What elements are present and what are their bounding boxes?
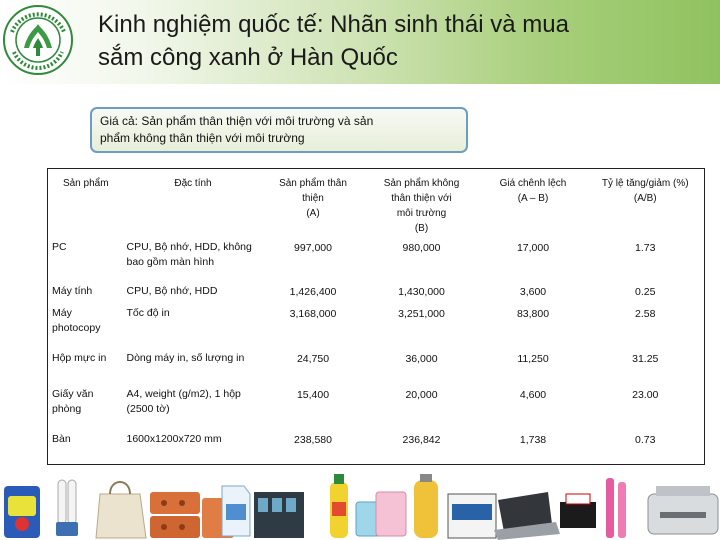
cell-spec: A4, weight (g/m2), 1 hộp (2500 tờ) bbox=[126, 388, 241, 415]
table-row bbox=[48, 347, 705, 383]
cell-price-diff: 1,738 bbox=[519, 434, 547, 446]
pink-pens-image bbox=[606, 478, 626, 538]
fluorescent-bulb-image bbox=[56, 480, 78, 536]
header-non-eco-price: Sản phẩm không thân thiện với môi trường (B) bbox=[383, 178, 460, 234]
tissue-box-image bbox=[356, 492, 406, 536]
table-row bbox=[48, 302, 705, 347]
cell-eco-price: 24,750 bbox=[296, 353, 330, 365]
toner-cartridge-image bbox=[560, 494, 596, 528]
cell-non-eco-price: 1,430,000 bbox=[398, 286, 445, 298]
cell-eco-price: 238,580 bbox=[294, 434, 332, 446]
cell-product: PC bbox=[52, 241, 67, 253]
cell-price-diff: 17,000 bbox=[516, 242, 550, 254]
cell-spec: 1600x1200x720 mm bbox=[126, 433, 222, 445]
cell-price-diff: 11,250 bbox=[517, 353, 549, 365]
cell-non-eco-price: 236,842 bbox=[402, 434, 441, 446]
table-row bbox=[48, 236, 705, 280]
eco-products-strip bbox=[0, 472, 720, 540]
table-row bbox=[48, 428, 705, 465]
callout-line-1: Giá cả: Sản phẩm thân thiện với môi trường và sản bbox=[100, 114, 374, 128]
price-comparison-table bbox=[47, 168, 705, 465]
milk-carton-image bbox=[222, 486, 250, 536]
slide-title-line-1: Kinh nghiệm quốc tế: Nhãn sinh thái và mua bbox=[98, 11, 569, 38]
cell-ratio: 23.00 bbox=[632, 389, 659, 401]
table-header-row bbox=[48, 169, 705, 237]
shampoo-bottle-image bbox=[414, 474, 438, 538]
cell-product: Hộp mực in bbox=[52, 352, 107, 364]
cell-ratio: 0.73 bbox=[635, 434, 656, 446]
cell-price-diff: 3,600 bbox=[519, 286, 547, 298]
cell-ratio: 1.73 bbox=[635, 242, 656, 254]
header-product: Sản phẩm bbox=[62, 178, 109, 189]
detergent-bag-image bbox=[4, 486, 40, 538]
table-row bbox=[48, 383, 705, 428]
table-row bbox=[48, 280, 705, 302]
cell-ratio: 0.25 bbox=[635, 286, 656, 298]
tile-panel-image bbox=[254, 492, 304, 538]
header-spec: Đặc tính bbox=[174, 178, 212, 189]
cell-product: Máy tính bbox=[52, 285, 93, 297]
shopping-bag-image bbox=[96, 482, 146, 538]
callout-line-2: phẩm không thân thiện với môi trường bbox=[100, 131, 305, 145]
price-comparison-callout bbox=[90, 107, 468, 153]
cell-spec: Dòng máy in, số lượng in bbox=[126, 352, 245, 364]
header-ratio: Tỷ lệ tăng/giảm (%) (A/B) bbox=[601, 178, 689, 204]
cell-eco-price: 15,400 bbox=[296, 389, 330, 401]
cell-non-eco-price: 20,000 bbox=[405, 389, 438, 401]
cleaner-bottle-image bbox=[330, 474, 348, 538]
cell-product: Giấy văn phòng bbox=[52, 388, 94, 415]
header-price-diff: Giá chênh lệch (A – B) bbox=[499, 178, 567, 204]
cell-non-eco-price: 980,000 bbox=[402, 242, 441, 254]
cell-ratio: 2.58 bbox=[635, 308, 656, 320]
cell-spec: Tốc độ in bbox=[126, 307, 170, 319]
cell-non-eco-price: 36,000 bbox=[405, 353, 438, 365]
vietnam-green-label-logo bbox=[2, 2, 74, 78]
cell-product: Máy photocopy bbox=[52, 307, 101, 334]
cell-spec: CPU, Bộ nhớ, HDD, không bao gồm màn hình bbox=[126, 241, 252, 268]
slide-title bbox=[98, 8, 708, 74]
cell-eco-price: 1,426,400 bbox=[289, 286, 337, 298]
bricks-image bbox=[150, 492, 234, 538]
cell-product: Bàn bbox=[52, 433, 71, 445]
cell-price-diff: 83,800 bbox=[516, 308, 550, 320]
slide-title-line-2: sắm công xanh ở Hàn Quốc bbox=[98, 44, 398, 71]
cell-spec: CPU, Bộ nhớ, HDD bbox=[126, 285, 218, 297]
printer-image bbox=[648, 486, 718, 534]
paper-box-image bbox=[448, 494, 496, 538]
cell-non-eco-price: 3,251,000 bbox=[398, 308, 445, 320]
cell-eco-price: 3,168,000 bbox=[289, 308, 337, 320]
cell-ratio: 31.25 bbox=[632, 353, 659, 365]
cell-eco-price: 997,000 bbox=[294, 242, 332, 254]
cell-price-diff: 4,600 bbox=[519, 389, 547, 401]
laptop-image bbox=[494, 492, 560, 540]
header-eco-price: Sản phẩm thân thiện (A) bbox=[279, 178, 347, 219]
